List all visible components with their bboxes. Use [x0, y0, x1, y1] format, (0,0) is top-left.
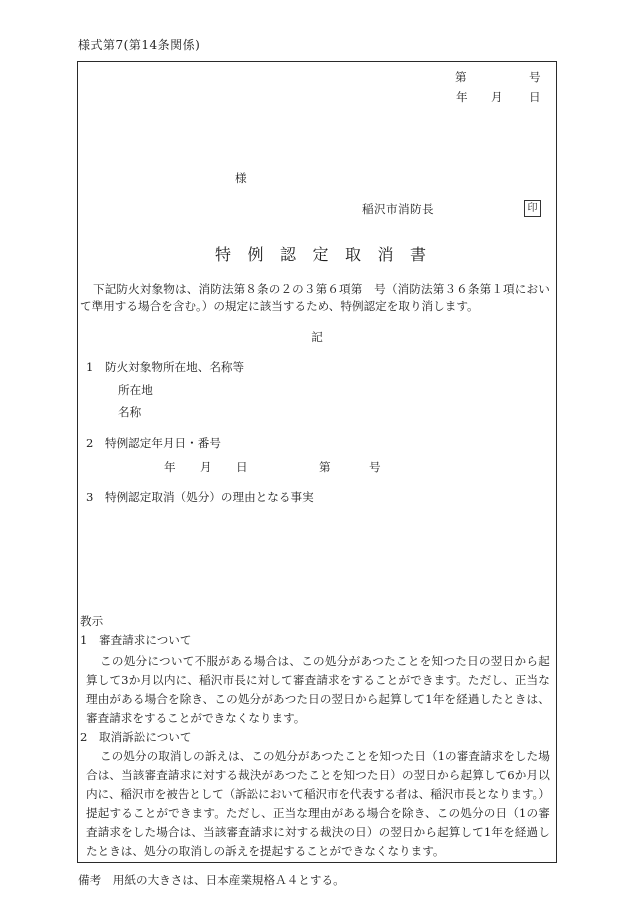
body-line: 下記防火対象物は、消防法第８条の２の３第６項第 号（消防法第３６条第１項におい: [93, 282, 549, 296]
instruction-line: 審査請求をすることができなくなります。: [86, 711, 306, 725]
instruction-heading: 教示: [80, 614, 104, 628]
issue-date-month: 月: [491, 90, 503, 104]
instruction-line: 内に、稲沢市を被告として（訴訟において稲沢市を代表する者は、稲沢市長となります。）: [86, 787, 549, 801]
certification-day: 日: [236, 460, 248, 474]
address-label: 所在地: [118, 383, 153, 397]
addressee-suffix: 様: [235, 171, 247, 185]
instruction-line: 理由がある場合を除き、この処分があつた日の翌日から起算して1年を経過したときは、: [86, 692, 549, 706]
body-line: て準用する場合を含む。）の規定に該当するため、特例認定を取り消します。: [80, 299, 479, 313]
name-label: 名称: [118, 405, 142, 419]
certification-number-suffix: 号: [369, 460, 381, 474]
instruction-line: 合は、当該審査請求に対する裁決があつたことを知つた日）の翌日から起算して6か月以: [86, 768, 549, 782]
instruction-line: 算して3か月以内に、稲沢市長に対して審査請求をすることができます。ただし、正当な: [86, 673, 549, 687]
instruction-section-heading: 1 審査請求について: [80, 633, 192, 647]
seal-mark: 印: [524, 200, 541, 217]
certification-year: 年: [164, 460, 176, 474]
item-reason-label: 3 特例認定取消（処分）の理由となる事実: [86, 490, 314, 504]
instruction-line: たときは、処分の取消しの訴えを提起することができなくなります。: [86, 844, 445, 858]
reference-number-prefix: 第: [455, 70, 467, 84]
document-title: 特例認定取消書: [215, 245, 443, 264]
instruction-line: この処分について不服がある場合は、この処分があつたことを知つた日の翌日から起: [100, 654, 549, 668]
reference-number-suffix: 号: [529, 70, 541, 84]
item-certification-label: 2 特例認定年月日・番号: [86, 436, 221, 450]
instruction-line: 査請求をした場合は、当該審査請求に対する裁決の日）の翌日から起算して1年を経過し: [86, 825, 549, 839]
certification-number-prefix: 第: [319, 460, 331, 474]
instruction-line: 提起することができます。ただし、正当な理由がある場合を除き、この処分の日（1の審: [86, 806, 549, 820]
issue-date-day: 日: [529, 90, 541, 104]
item-location-label: 1 防火対象物所在地、名称等: [86, 360, 245, 374]
instruction-line: この処分の取消しの訴えは、この処分があつたことを知つた日（1の審査請求をした場: [100, 749, 549, 763]
paper-size-note: 備考 用紙の大きさは、日本産業規格Ａ４とする。: [78, 873, 345, 887]
issuer-name: 稲沢市消防長: [362, 202, 434, 216]
instruction-section-heading: 2 取消訴訟について: [80, 730, 192, 744]
issue-date-year: 年: [456, 90, 468, 104]
ki-label: 記: [311, 330, 323, 344]
form-number: 様式第7(第14条関係): [78, 38, 201, 52]
certification-month: 月: [200, 460, 212, 474]
